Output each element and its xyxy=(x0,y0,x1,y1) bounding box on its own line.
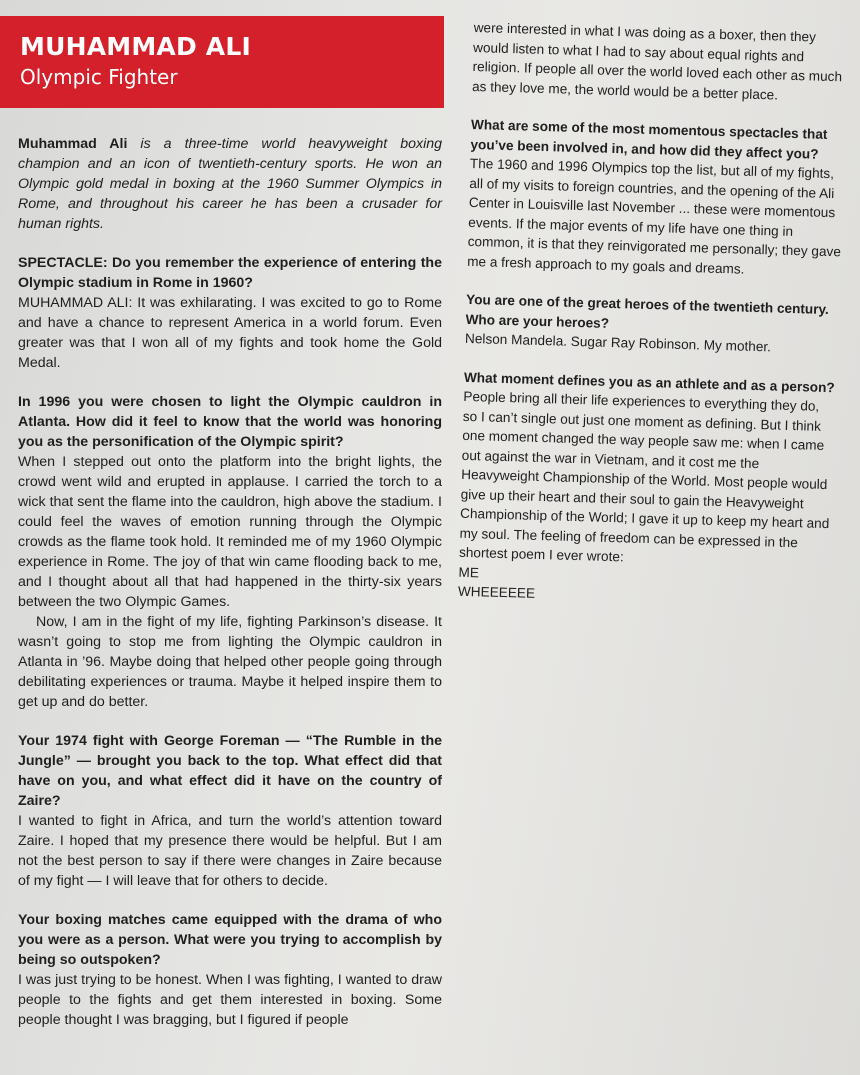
answer xyxy=(18,970,442,1030)
page-subtitle: Olympic Fighter xyxy=(20,65,178,89)
title-banner xyxy=(0,16,444,108)
intro-paragraph xyxy=(18,134,442,234)
question: You are one of the great heroes of the twentieth century. Who are your heroes? xyxy=(465,291,830,331)
poem-line: ME xyxy=(458,564,480,580)
right-column xyxy=(457,18,848,631)
answer-paragraph: When I stepped out onto the platform into the bright lights, the crowd went wild and erupted in applause. I carried the torch to a wick that sent the flame into the cauldron, high above the stadium. I could feel the waves of emotion running through the Olympic crowds as the flame took hold. It reminded me of my 1960 Olympic experience in Rome. The joy of that win came flooding back to me, and I thought about all that had happened in the thirty-six years between the two Olympic Games. xyxy=(18,454,442,610)
qa-outspoken xyxy=(18,910,442,1030)
qa-heroes xyxy=(465,290,840,359)
answer: People bring all their life experiences to everything they do, so I can’t single out just one moment as defining. But I think one moment changed the way people saw me: when I came out against the war in Vietnam, and it cost me the Heavyweight Championship of the World. Most people would give up their heart and their soul to gain the Heavyweight Championship of the World; I gave it up to keep my heart and my soul. The feeling of freedom can be expressed in the shortest poem I ever wrote: xyxy=(458,388,830,565)
qa-rumble-in-the-jungle xyxy=(18,731,442,891)
qa-atlanta-1996 xyxy=(18,392,442,712)
left-column xyxy=(18,134,442,1049)
answer-paragraph: I wanted to fight in Africa, and turn the world’s attention toward Zaire. I hoped that my presence there would be helpful. But I am not the best person to say if there were changes in Zaire because of my fight — I will leave that for others to decide. xyxy=(18,813,442,889)
qa-defining-moment xyxy=(458,367,838,611)
answer xyxy=(18,293,442,373)
question: What are some of the most momentous spectacles that you’ve been involved in, and how did they affect you? xyxy=(470,116,828,162)
question: SPECTACLE: Do you remember the experience of entering the Olympic stadium in Rome in 1960? xyxy=(18,255,442,291)
intro-bio: is a three-time world heavyweight boxing champion and an icon of twentieth-century sports. He won an Olympic gold medal in boxing at the 1960 Summer Olympics in Rome, and throughout his career he has been a crusader for human rights. xyxy=(18,136,443,232)
continued-answer xyxy=(472,18,848,106)
answer xyxy=(18,452,442,712)
answer: The 1960 and 1996 Olympics top the list, but all of my fights, all of my visits to foreign countries, and the opening of the Ali Center in Louisville last November ... these were momentous events. If the major events of my life have one thing in common, it is that they reinvigorated me personally; they gave me a fresh approach to my goals and dreams. xyxy=(467,155,842,277)
qa-rome-1960 xyxy=(18,253,442,373)
answer-paragraph: MUHAMMAD ALI: It was exhilarating. I was excited to go to Rome and have a chance to represent America in a world forum. Even greater was that I won all of my fights and took home the Gold Medal. xyxy=(18,295,442,371)
qa-momentous-spectacles xyxy=(467,115,845,281)
answer-paragraph: Now, I am in the fight of my life, fighting Parkinson’s disease. It wasn’t going to stop me from lighting the Olympic cauldron in Atlanta in ’96. Maybe doing that helped other people going through debilitating experiences or trauma. Maybe it helped inspire them to get up and do better. xyxy=(18,614,442,710)
question: Your boxing matches came equipped with the drama of who you were as a person. What were you trying to accomplish by being so outspoken? xyxy=(18,912,442,968)
intro-name: Muhammad Ali xyxy=(18,136,128,152)
poem-line: WHEEEEEE xyxy=(457,583,536,601)
answer-paragraph: were interested in what I was doing as a boxer, then they would listen to what I had to say about equal rights and religion. If people all over the world loved each other as much as they love me, the world would be a better place. xyxy=(471,19,843,103)
page-title: MUHAMMAD ALI xyxy=(20,32,251,61)
answer: Nelson Mandela. Sugar Ray Robinson. My mother. xyxy=(464,330,772,355)
question: In 1996 you were chosen to light the Olympic cauldron in Atlanta. How did it feel to know that the world was honoring you as the personification of the Olympic spirit? xyxy=(18,394,442,450)
answer-paragraph: I was just trying to be honest. When I was fighting, I wanted to draw people to the fights and get them interested in boxing. Some people thought I was bragging, but I figured if people xyxy=(18,972,442,1028)
answer xyxy=(18,811,442,891)
question: Your 1974 fight with George Foreman — “The Rumble in the Jungle” — brought you back to the top. What effect did that have on you, and what effect did it have on the country of Zaire? xyxy=(18,733,442,809)
question: What moment defines you as an athlete and as a person? xyxy=(463,369,835,395)
